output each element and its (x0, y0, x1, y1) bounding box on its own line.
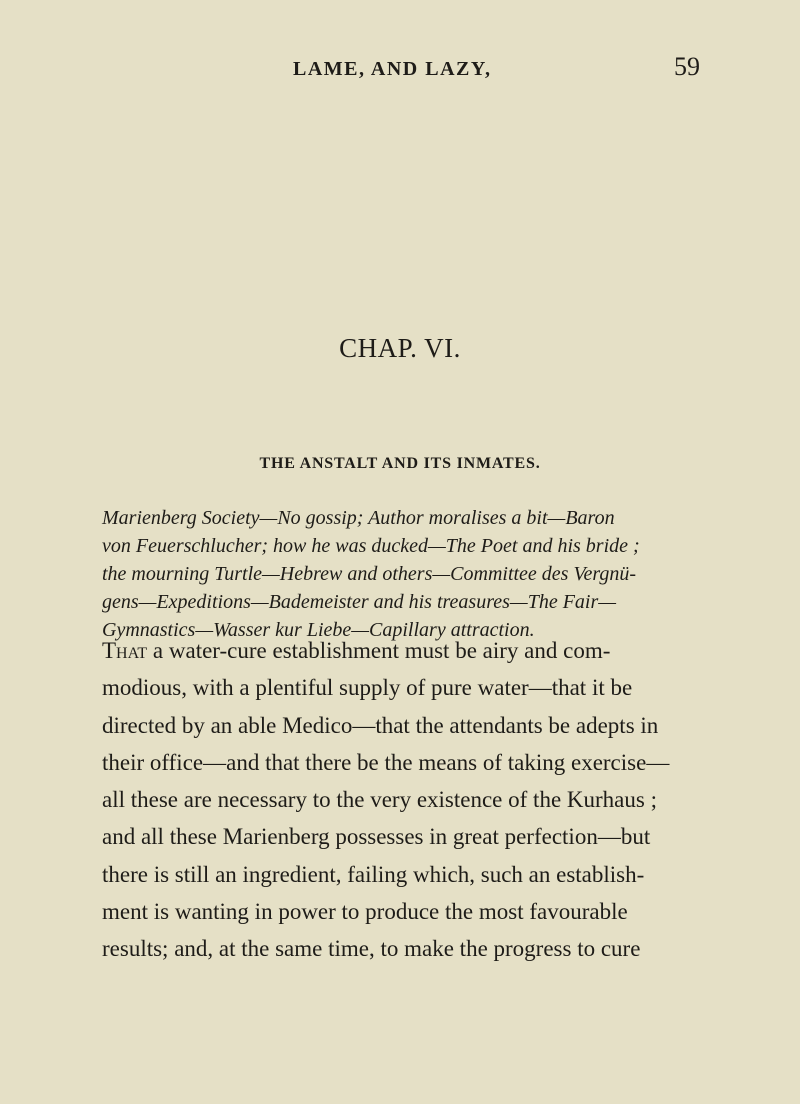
chapter-title: THE ANSTALT AND ITS INMATES. (259, 455, 541, 472)
body-paragraph (102, 632, 708, 968)
synopsis-line: the mourning Turtle—Hebrew and others—Committee des Vergnü- (102, 563, 637, 585)
synopsis-line: Marienberg Society—No gossip; Author moralises a bit—Baron (102, 507, 615, 529)
synopsis-line: gens—Expeditions—Bademeister and his treasures—The Fair— (102, 591, 617, 613)
body-line: ment is wanting in power to produce the most favourable (102, 899, 628, 925)
body-line: their office—and that there be the means of taking exercise— (102, 749, 670, 775)
body-line: modious, with a plentiful supply of pure water—that it be (102, 675, 633, 701)
body-line: That a water-cure establishment must be airy and com- (102, 638, 611, 663)
body-line: directed by an able Medico—that the attendants be adepts in (102, 712, 659, 738)
chapter-synopsis (102, 504, 702, 644)
body-line: all these are necessary to the very existence of the Kurhaus ; (102, 787, 657, 813)
page-number: 59 (674, 52, 700, 81)
body-line: results; and, at the same time, to make the progress to cure (102, 936, 641, 962)
body-line: and all these Marienberg possesses in great perfection—but (102, 824, 651, 850)
synopsis-line: Gymnastics—Wasser kur Liebe—Capillary attraction. (102, 619, 535, 641)
body-line: there is still an ingredient, failing which, such an establish- (102, 861, 645, 887)
chapter-number: CHAP. VI. (339, 333, 461, 363)
synopsis-line: von Feuerschlucher; how he was ducked—The Poet and his bride ; (102, 535, 640, 557)
running-head: LAME, AND LAZY, (293, 58, 492, 80)
